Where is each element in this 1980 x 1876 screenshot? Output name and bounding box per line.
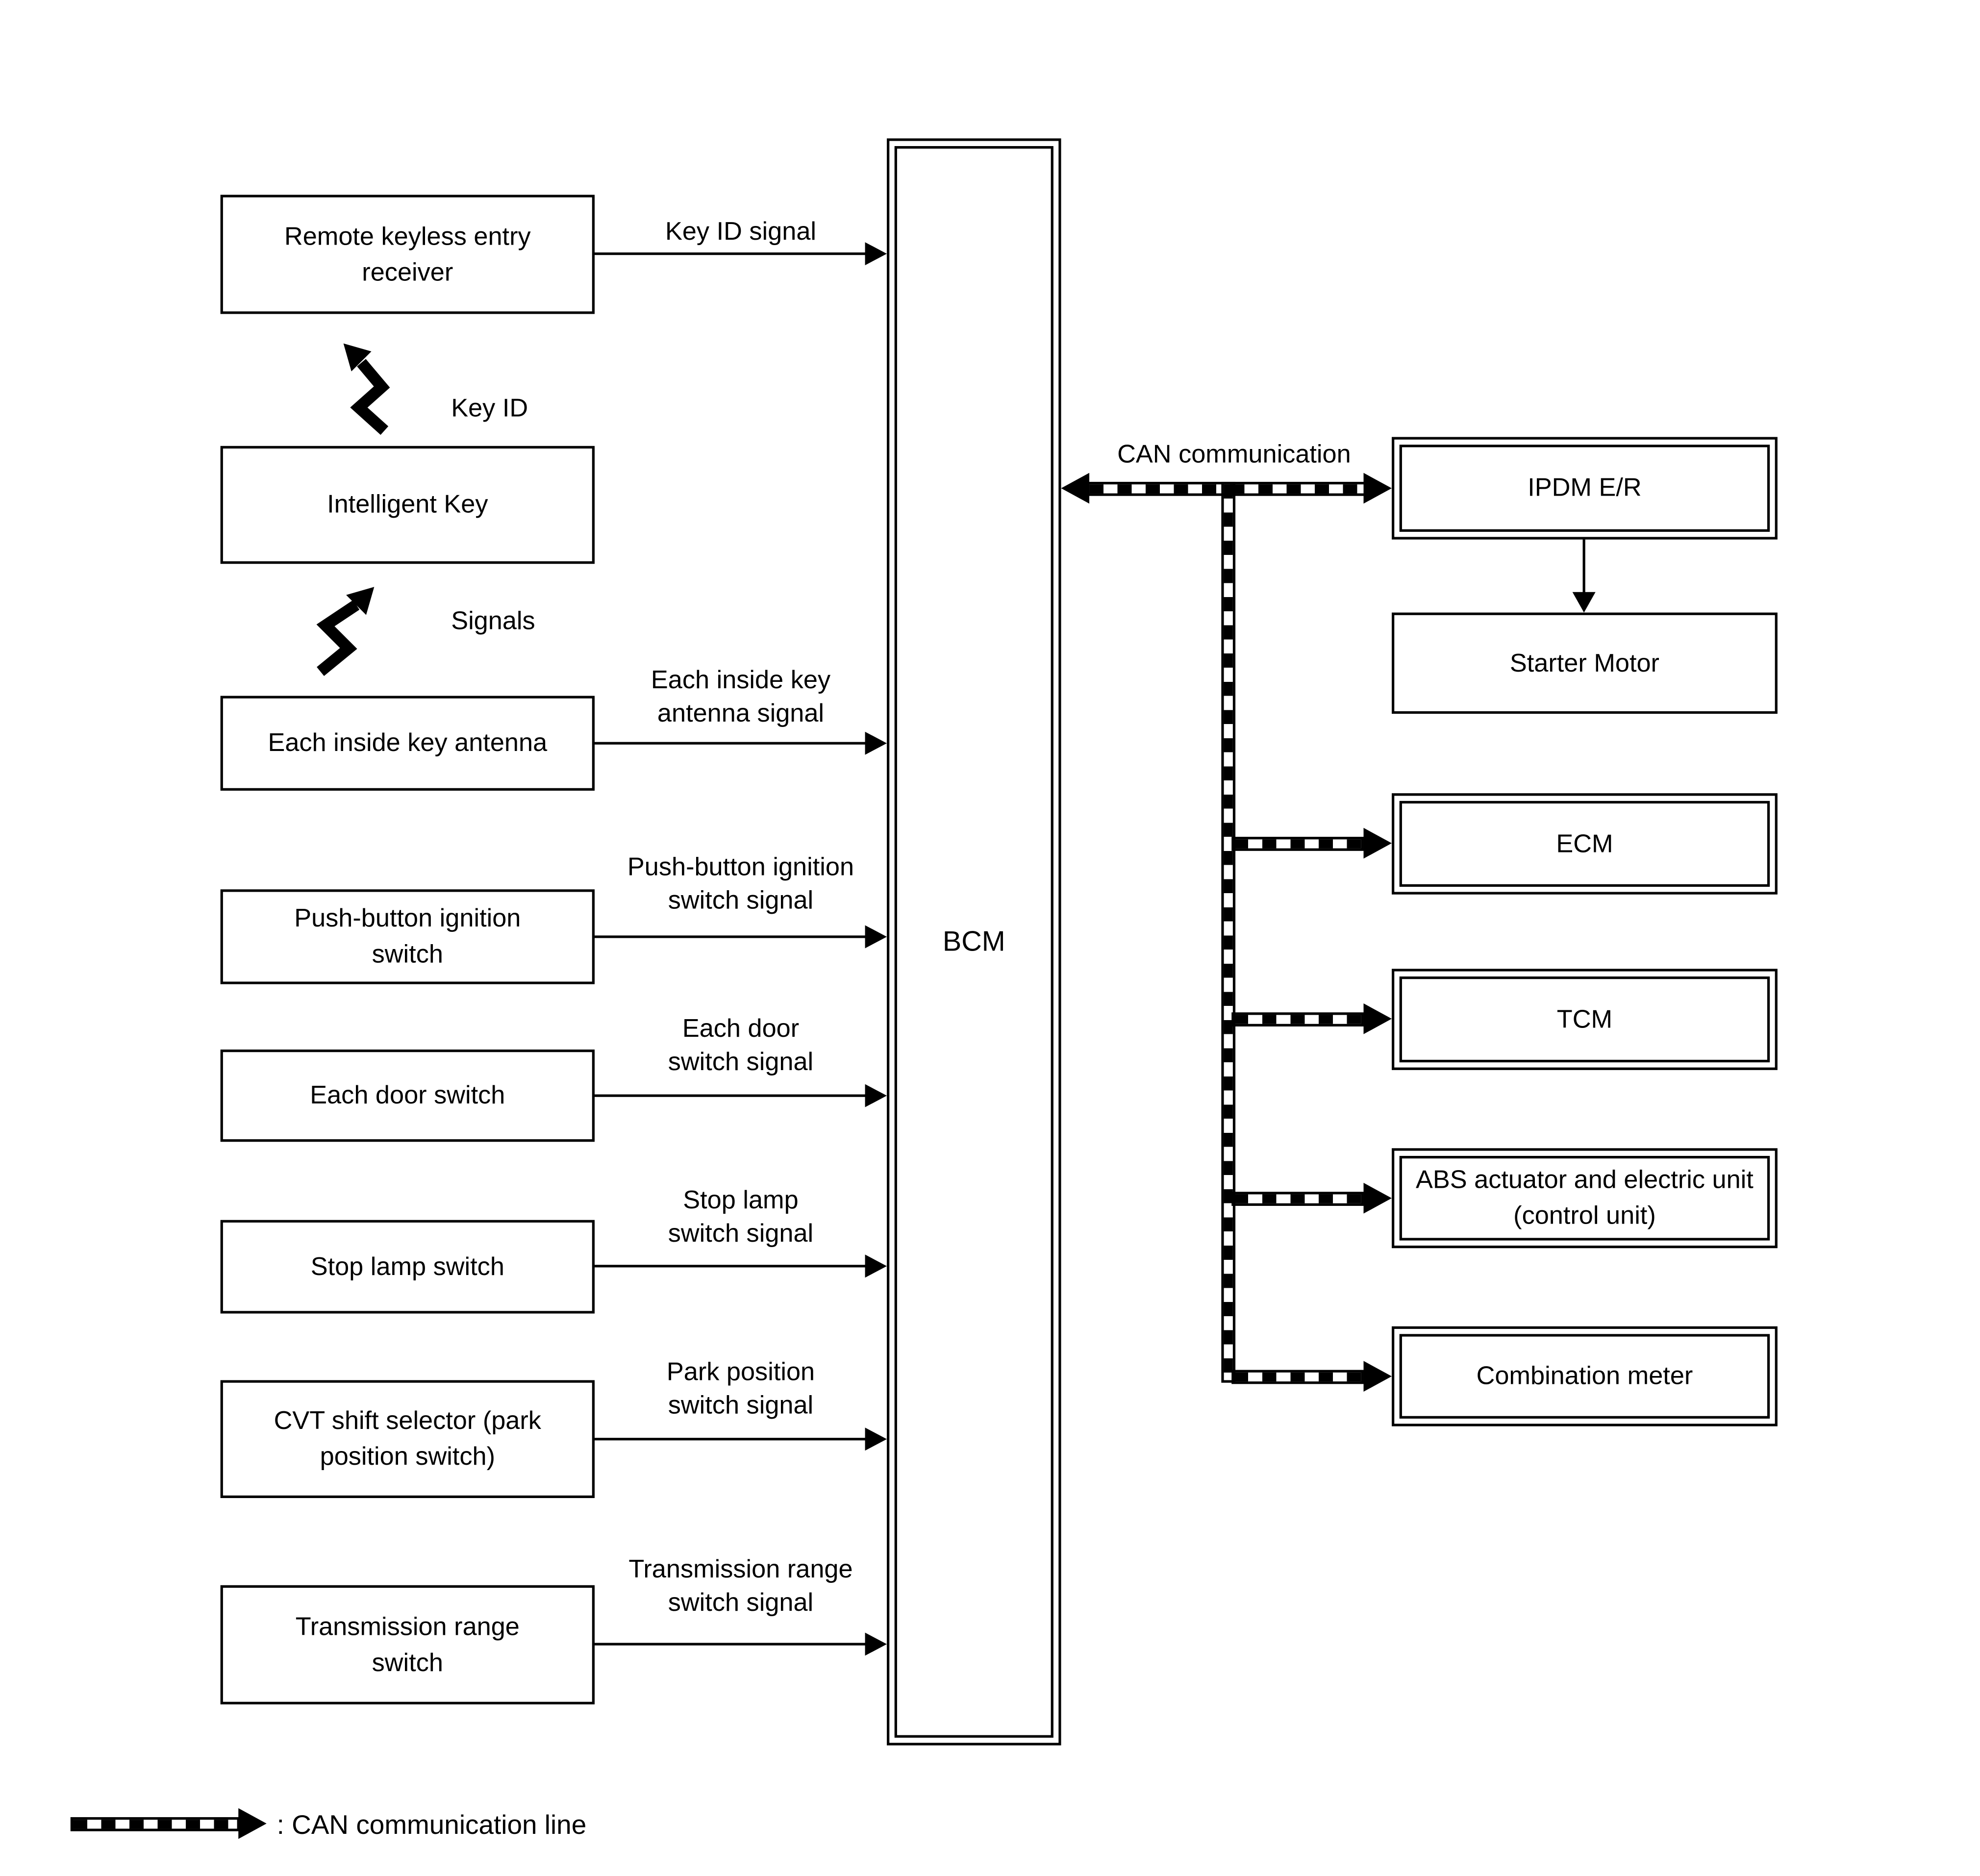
arrowhead-stop-lamp	[865, 1254, 887, 1277]
arrowhead-inside-key-antenna	[865, 732, 887, 755]
arrowhead-ipdm-to-starter	[1573, 592, 1596, 613]
node-label: Intelligent Key	[327, 491, 488, 519]
node-tcm	[1392, 969, 1778, 1070]
wireless-label-key-id: Key ID	[451, 395, 528, 423]
node-label: IPDM E/R	[1528, 474, 1642, 502]
can-arrowhead-to-bcm	[1061, 473, 1090, 504]
can-arrowhead-ecm	[1364, 828, 1392, 859]
node-label: Starter Motor	[1509, 649, 1659, 677]
can-arrowhead-to-ipdm	[1364, 473, 1392, 504]
can-branch-tcm	[1231, 1012, 1363, 1026]
can-arrowhead-combination-meter	[1364, 1361, 1392, 1392]
can-branch-combination-meter	[1231, 1370, 1363, 1384]
can-arrowhead-tcm	[1364, 1003, 1392, 1034]
signal-label-stop-lamp: Stop lamp switch signal	[668, 1186, 814, 1249]
node-label: Transmission range switch	[295, 1612, 520, 1677]
arrow-line-inside-key-antenna	[595, 742, 866, 745]
node-label: ECM	[1556, 829, 1613, 858]
node-label: Each door switch	[310, 1081, 505, 1110]
arrow-line-transmission-range	[595, 1643, 866, 1645]
node-label: TCM	[1556, 1005, 1613, 1034]
arrowhead-park-position	[865, 1427, 887, 1451]
node-label: Stop lamp switch	[310, 1252, 504, 1281]
zigzag-arrow-key-id	[318, 328, 407, 436]
can-arrowhead-abs	[1364, 1183, 1392, 1214]
arrow-line-park-position	[595, 1438, 866, 1440]
legend-can-label: : CAN communication line	[276, 1810, 587, 1840]
node-ipdm-er	[1392, 437, 1778, 539]
node-label: Each inside key antenna	[268, 729, 548, 757]
signal-label-inside-key-antenna: Each inside key antenna signal	[651, 666, 831, 728]
arrow-line-key-id-signal	[595, 252, 866, 255]
arrow-line-push-button	[595, 935, 866, 938]
zigzag-arrow-signals	[305, 579, 407, 679]
signal-label-key-id-signal: Key ID signal	[665, 218, 817, 246]
node-transmission-range-switch	[221, 1585, 595, 1704]
signal-label-park-position: Park position switch signal	[666, 1358, 815, 1420]
node-intelligent-key	[221, 446, 595, 564]
node-combination-meter	[1392, 1326, 1778, 1426]
node-starter-motor	[1392, 613, 1778, 714]
can-communication-label: CAN communication	[1117, 441, 1351, 469]
node-abs-actuator	[1392, 1148, 1778, 1248]
node-label: Push-button ignition switch	[294, 904, 521, 969]
node-remote-keyless-entry-receiver	[221, 195, 595, 314]
can-branch-abs	[1231, 1192, 1363, 1206]
node-bcm	[887, 138, 1061, 1745]
node-each-inside-key-antenna	[221, 696, 595, 791]
bcm-label: BCM	[942, 925, 1005, 957]
signal-label-push-button: Push-button ignition switch signal	[627, 853, 854, 915]
arrow-line-door-switch	[595, 1095, 866, 1097]
arrowhead-door-switch	[865, 1084, 887, 1107]
can-branch-ecm	[1231, 837, 1363, 851]
wireless-label-signals: Signals	[451, 607, 535, 636]
node-label: CVT shift selector (park position switch)	[274, 1407, 541, 1472]
arrowhead-push-button	[865, 925, 887, 948]
node-label: ABS actuator and electric unit (control unit)	[1416, 1166, 1754, 1230]
signal-label-door-switch: Each door switch signal	[668, 1015, 814, 1076]
arrowhead-key-id-signal	[865, 242, 887, 265]
node-each-door-switch	[221, 1050, 595, 1142]
can-trunk-line	[1221, 482, 1235, 1383]
arrow-line-stop-lamp	[595, 1265, 866, 1267]
legend-can-arrowhead	[238, 1808, 267, 1839]
legend-can-line-sample	[71, 1817, 240, 1831]
node-label: Remote keyless entry receiver	[284, 222, 531, 287]
node-cvt-shift-selector	[221, 1380, 595, 1498]
signal-label-transmission-range: Transmission range switch signal	[628, 1555, 853, 1618]
node-label: Combination meter	[1476, 1362, 1693, 1391]
node-push-button-ignition-switch	[221, 889, 595, 984]
arrow-line-ipdm-to-starter	[1583, 540, 1585, 594]
arrowhead-transmission-range	[865, 1632, 887, 1655]
node-ecm	[1392, 793, 1778, 895]
node-stop-lamp-switch	[221, 1220, 595, 1314]
